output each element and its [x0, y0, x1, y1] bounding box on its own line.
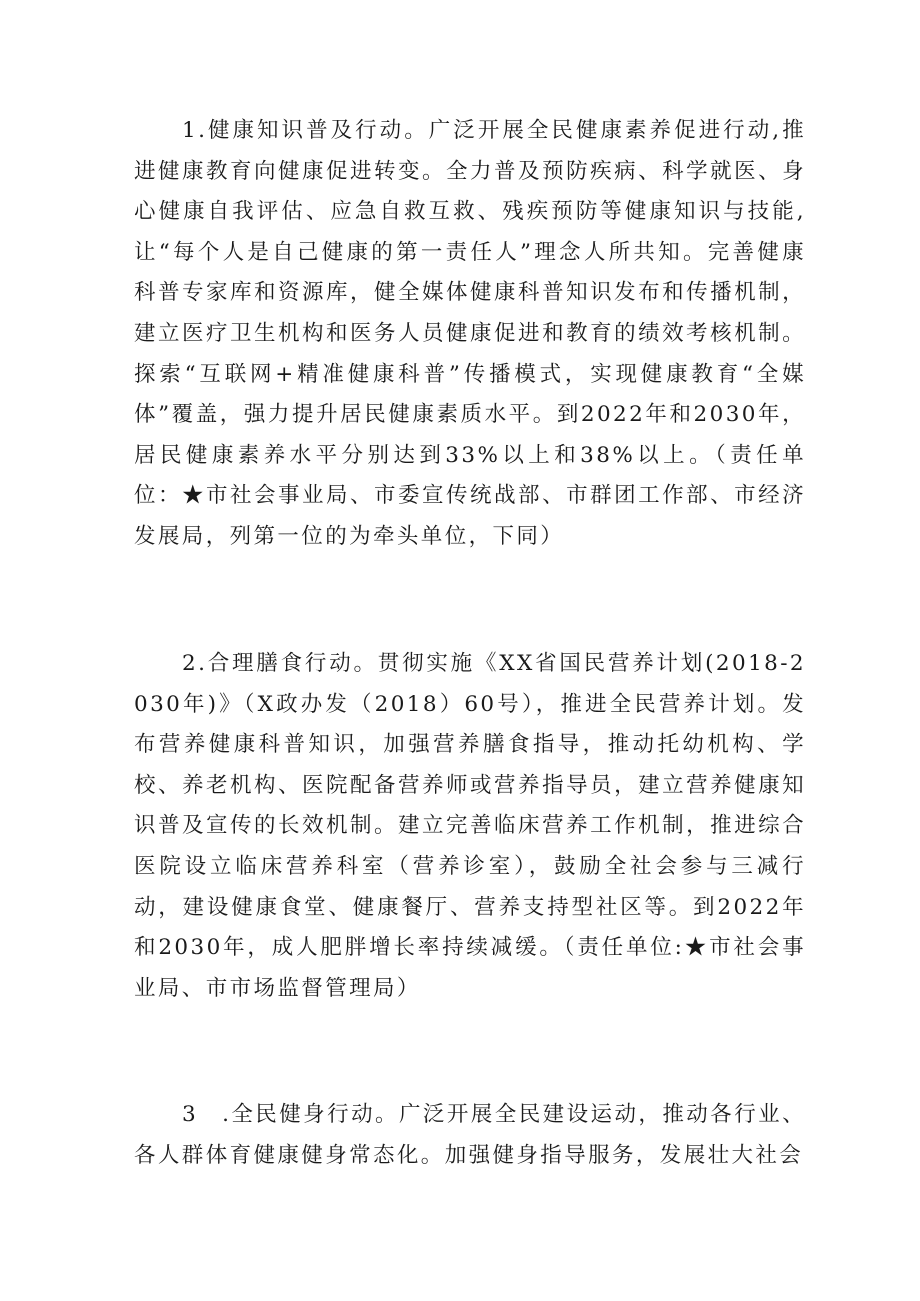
- paragraph-health-knowledge: 1.健康知识普及行动。广泛开展全民健康素养促进行动,推进健康教育向健康促进转变。全力普及预防疾病、科学就医、身心健康自我评估、应急自救互救、残疾预防等健康知识与技能,让“每个人是自己健康的第一责任人”理念人所共知。完善健康科普专家库和资源库，健全媒体健康科普知识发布和传播机制，建立医疗卫生机构和医务人员健康促进和教育的绩效考核机制。探索“互联网+精准健康科普”传播模式，实现健康教育“全媒体”覆盖，强力提升居民健康素质水平。到2022年和2030年，居民健康素养水平分别达到33%以上和38%以上。（责任单位：★市社会事业局、市委宣传统战部、市群团工作部、市经济发展局，列第一位的为牵头单位，下同）: [134, 118, 806, 549]
- paragraph-national-fitness: 3 .全民健身行动。广泛开展全民建设运动，推动各行业、各人群体育健康健身常态化。加强健身指导服务，发展壮大社会: [134, 1102, 806, 1168]
- paragraph-reasonable-diet: 2.合理膳食行动。贯彻实施《XX省国民营养计划(2018-2030年)》（X政办发（2018）60号），推进全民营养计划。发布营养健康科普知识，加强营养膳食指导，推动托幼机构、学校、养老机构、医院配备营养师或营养指导员，建立营养健康知识普及宣传的长效机制。建立完善临床营养工作机制，推进综合医院设立临床营养科室（营养诊室），鼓励全社会参与三减行动，建设健康食堂、健康餐厅、营养支持型社区等。到2022年和2030年，成人肥胖增长率持续减缓。（责任单位:★市社会事业局、市市场监督管理局）: [134, 651, 806, 1001]
